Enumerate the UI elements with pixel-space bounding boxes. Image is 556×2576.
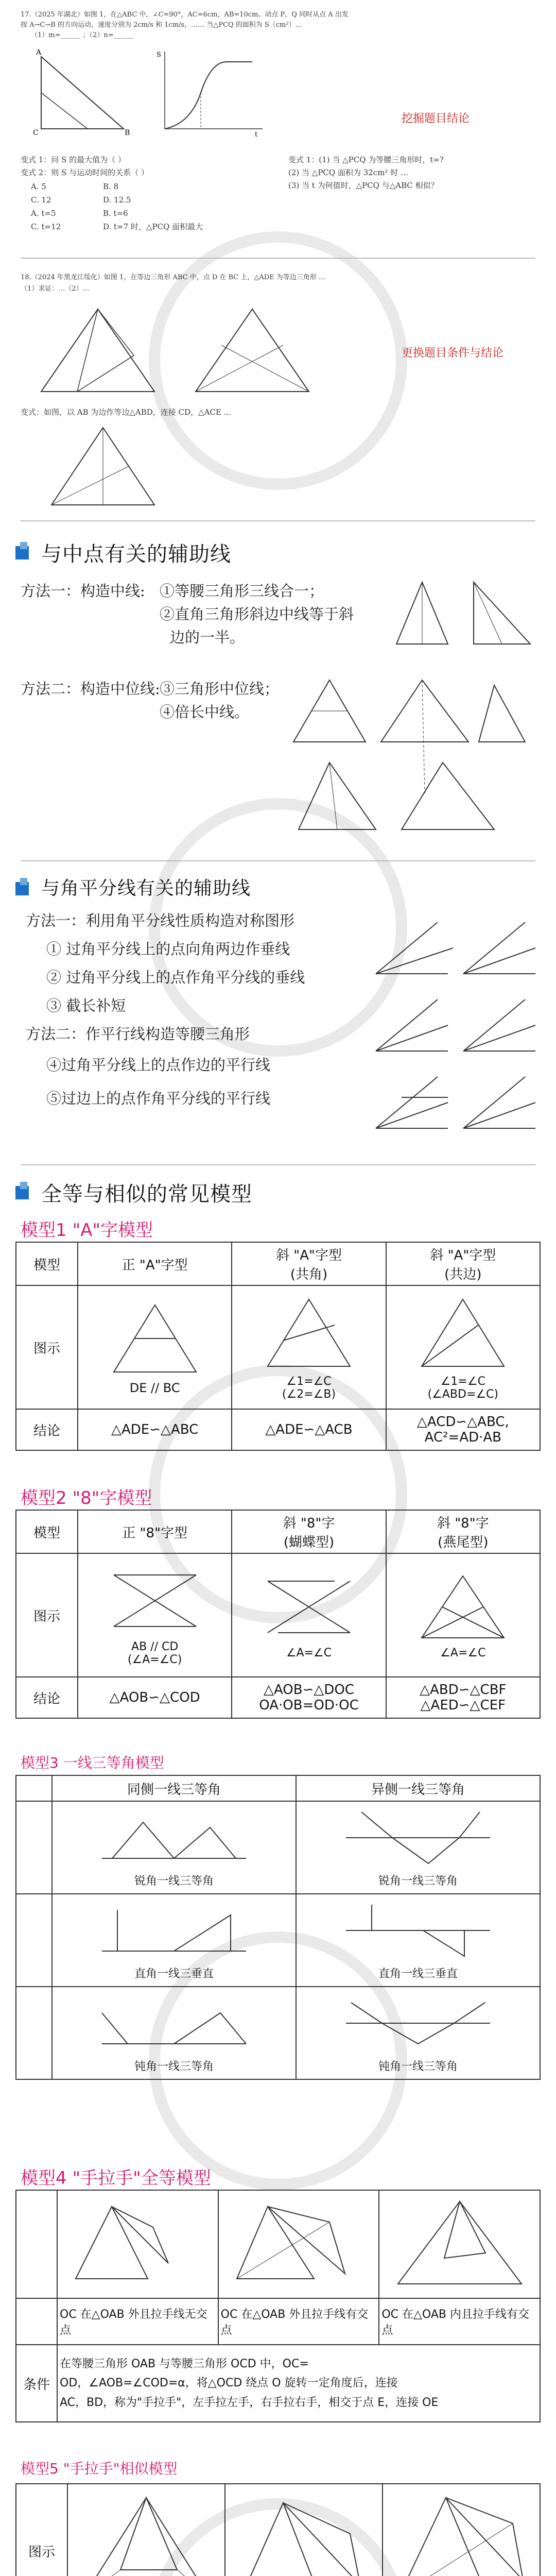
m5-row-figure-label: 图示 bbox=[16, 2484, 67, 2576]
m3-obtuse-diff-figure bbox=[341, 1992, 495, 2054]
m1-header-a: 正 "A"字型 bbox=[78, 1242, 232, 1285]
model-2-table bbox=[15, 1510, 541, 1719]
svg-text:t: t bbox=[255, 131, 258, 139]
m2-header-a: 正 "8"字型 bbox=[78, 1510, 232, 1553]
m2-cond-c: ∠A=∠C bbox=[440, 1647, 486, 1659]
m4-cond-line-2: OD，∠AOB=∠COD=α，将△OCD 绕点 O 旋转一定角度后，连接 bbox=[60, 2377, 398, 2390]
m1-res-c: △ACD∽△ABC, AC²=AD·AB bbox=[386, 1409, 540, 1450]
m1-res-a: △ADE∽△ABC bbox=[78, 1409, 232, 1450]
divider-3 bbox=[21, 860, 535, 861]
m3-acute-diff-figure bbox=[341, 1807, 495, 1869]
answer-a: A. 5 bbox=[31, 182, 46, 191]
m1-header-b: 斜 "A"字型 (共角) bbox=[232, 1242, 386, 1285]
svg-text:A: A bbox=[36, 48, 42, 57]
model-1-title: 模型1 "A"字模型 bbox=[21, 1220, 153, 1241]
midpoint-m2-item-1: ③三角形中位线； bbox=[160, 680, 280, 698]
midpoint-m2-item-2: ④倍长中线。 bbox=[160, 703, 250, 721]
m5-fig-1 bbox=[74, 2493, 218, 2576]
midpoint-method-1: 方法一：构造中线: bbox=[21, 582, 145, 600]
equilateral-figure-2 bbox=[185, 304, 319, 397]
slanted-a-figure bbox=[257, 1294, 360, 1371]
divider-2 bbox=[21, 520, 535, 521]
m3-obtuse-same-figure bbox=[97, 1992, 251, 2054]
model-4-title: 模型4 "手拉手"全等模型 bbox=[21, 2168, 211, 2189]
svg-text:S: S bbox=[157, 51, 161, 59]
bisector-line-5: 方法二：作平行线构造等腰三角形 bbox=[26, 1025, 250, 1043]
m3-row-label-1a: 锐角一线三等角 bbox=[134, 1875, 214, 1888]
problem-17-line-1: 17.（2025 年湖北）如图 1，在△ABC 中，∠C=90°，AC=6cm，AB=10cm。动点 P，Q 同时从点 A 出发 bbox=[21, 11, 349, 19]
problem-18-section bbox=[0, 268, 556, 515]
m4-caption-2: OC 在△OAB 外且拉手线有交点 bbox=[218, 2298, 379, 2345]
midpoint-figures-2 bbox=[288, 675, 535, 840]
bisector-figures bbox=[371, 912, 541, 1149]
m2-fig-a bbox=[78, 1553, 232, 1677]
m1-cond-c: ∠1=∠C (∠ABD=∠C) bbox=[427, 1375, 499, 1401]
m3-right-same-figure bbox=[97, 1900, 251, 1961]
m2-cond-b: ∠A=∠C bbox=[286, 1647, 332, 1659]
m4-fig-1 bbox=[65, 2196, 210, 2289]
m1-fig-b bbox=[232, 1285, 386, 1409]
side-note-2: (2) 当 △PCQ 面积为 32cm² 时 … bbox=[288, 168, 408, 177]
m2-fig-c bbox=[386, 1553, 540, 1677]
m1-fig-a bbox=[78, 1285, 232, 1409]
m4-cond-label: 条件 bbox=[16, 2345, 57, 2422]
m1-cond-b: ∠1=∠C (∠2=∠B) bbox=[282, 1375, 336, 1401]
m1-header-model: 模型 bbox=[16, 1242, 78, 1285]
m4-fig-3 bbox=[388, 2196, 532, 2289]
problem-17-line-3: （1）m=______ ；（2）n=______ bbox=[31, 31, 134, 39]
m2-res-a: △AOB∽△COD bbox=[78, 1677, 232, 1718]
model-2-title: 模型2 "8"字模型 bbox=[21, 1488, 152, 1509]
m3-header-same: 同侧一线三等角 bbox=[52, 1775, 296, 1801]
answer-c: C. 12 bbox=[31, 195, 51, 205]
models-heading: 全等与相似的常见模型 bbox=[41, 1182, 252, 1206]
bisector-line-3: ② 过角平分线上的点作角平分线的垂线 bbox=[46, 969, 305, 986]
swallowtail-figure bbox=[411, 1571, 514, 1643]
model-3-title: 模型3 一线三等角模型 bbox=[21, 1754, 164, 1771]
midpoint-method-2: 方法二：构造中位线: bbox=[21, 680, 160, 698]
m5-fig-2 bbox=[232, 2493, 376, 2576]
section-bullet-icon bbox=[15, 546, 29, 560]
m3-row-label-3b: 钝角一线三等角 bbox=[378, 2060, 458, 2073]
m4-cond-line-3: AC，BD，称为"手拉手"，左手拉左手，右手拉右手，相交于点 E，连接 OE bbox=[60, 2396, 439, 2409]
m2-row-figure-label: 图示 bbox=[16, 1553, 78, 1677]
m4-caption-1: OC 在△OAB 外且拉手线无交点 bbox=[57, 2298, 218, 2345]
m4-fig-2 bbox=[227, 2196, 371, 2289]
m2-row-result-label: 结论 bbox=[16, 1677, 78, 1718]
svg-text:C: C bbox=[33, 129, 39, 137]
side-note-3: (3) 当 t 为何值时，△PCQ 与△ABC 相似？ bbox=[288, 181, 439, 190]
models-section bbox=[0, 1175, 556, 2576]
midpoint-m1-item-1: ①等腰三角形三线合一； bbox=[160, 582, 324, 600]
m3-row-label-2a: 直角一线三垂直 bbox=[134, 1968, 214, 1980]
variant-1-label: 变式 1：问 S 的最大值为（ ） bbox=[21, 155, 126, 164]
divider-4 bbox=[21, 1164, 535, 1165]
answer-d: D. 12.5 bbox=[103, 195, 131, 205]
divider-1 bbox=[21, 258, 535, 259]
m4-caption-3: OC 在△OAB 内且拉手线有交点 bbox=[379, 2298, 540, 2345]
bisector-line-1: 方法一：利用角平分线性质构造对称图形 bbox=[26, 912, 295, 929]
midpoint-figures-1 bbox=[391, 577, 535, 649]
m2-header-b: 斜 "8"字 (蝴蝶型) bbox=[232, 1510, 386, 1553]
answer2-a: A. t=5 bbox=[31, 209, 56, 218]
variant-figure bbox=[41, 422, 165, 510]
m3-right-diff-figure bbox=[341, 1900, 495, 1961]
m1-header-c: 斜 "A"字型 (共边) bbox=[386, 1242, 540, 1285]
problem-17-section bbox=[0, 0, 556, 242]
m3-header-diff: 异侧一线三等角 bbox=[296, 1775, 540, 1801]
m3-acute-same-figure bbox=[97, 1807, 251, 1869]
svg-text:B: B bbox=[125, 129, 130, 137]
m1-res-b: △ADE∽△ACB bbox=[232, 1409, 386, 1450]
answer-b: B. 8 bbox=[103, 182, 119, 191]
answer3-d: D. t=7 时，△PCQ 面积最大 bbox=[103, 222, 203, 231]
answer2-b: B. t=6 bbox=[103, 209, 128, 218]
bisector-line-2: ① 过角平分线上的点向角两边作垂线 bbox=[46, 940, 290, 958]
answer2-c: C. t=12 bbox=[31, 222, 61, 231]
m2-res-b: △AOB∽△DOC OA·OB=OD·OC bbox=[232, 1677, 386, 1718]
midpoint-m1-item-2: ②直角三角形斜边中线等于斜 bbox=[160, 605, 354, 623]
eight-model-figure bbox=[103, 1565, 206, 1637]
problem-18-line-2: （1）求证：…（2）… bbox=[21, 285, 90, 293]
graph-figure-2 bbox=[154, 46, 268, 139]
model-5-table bbox=[15, 2483, 541, 2576]
m2-cond-a: AB // CD (∠A=∠C) bbox=[127, 1640, 182, 1666]
m2-header-c: 斜 "8"字 (燕尾型) bbox=[386, 1510, 540, 1553]
problem-17-line-2: 按 A→C→B 的方向运动，速度分别为 2cm/s 和 1cm/s，…… 当△PCQ 的面积为 S（cm²）… bbox=[21, 21, 302, 29]
bisector-line-4: ③ 截长补短 bbox=[46, 997, 126, 1014]
butterfly-figure bbox=[257, 1571, 360, 1643]
m3-row-label-1b: 锐角一线三等角 bbox=[378, 1875, 458, 1888]
m1-fig-c bbox=[386, 1285, 540, 1409]
m3-row-label-3a: 钝角一线三等角 bbox=[134, 2060, 214, 2073]
side-note-1: 变式 1：(1) 当 △PCQ 为等腰三角形时，t=? bbox=[288, 155, 444, 164]
m2-res-c: △ABD∽△CBF △AED∽△CEF bbox=[386, 1677, 540, 1718]
bisector-line-6: ④过角平分线上的点作边的平行线 bbox=[46, 1056, 271, 1074]
midpoint-heading: 与中点有关的辅助线 bbox=[41, 543, 231, 566]
model-1-table bbox=[15, 1242, 541, 1451]
variant-2-label: 变式 2：则 S 与运动时间的关系（ ） bbox=[21, 168, 149, 177]
m2-header-model: 模型 bbox=[16, 1510, 78, 1553]
m2-fig-b bbox=[232, 1553, 386, 1677]
bisector-heading: 与角平分线有关的辅助线 bbox=[41, 878, 251, 899]
bisector-line-7: ⑤过边上的点作角平分线的平行线 bbox=[46, 1090, 271, 1107]
m3-header-blank bbox=[16, 1775, 52, 1801]
m3-row-label-2b: 直角一线三垂直 bbox=[378, 1968, 458, 1980]
m4-cond-line-1: 在等腰三角形 OAB 与等腰三角形 OCD 中，OC= bbox=[60, 2357, 309, 2370]
note-dig-conclusion: 挖掘题目结论 bbox=[402, 112, 470, 125]
model-5-title: 模型5 "手拉手"相似模型 bbox=[21, 2460, 178, 2477]
m1-row-result-label: 结论 bbox=[16, 1409, 78, 1450]
model-3-table bbox=[15, 1775, 541, 2080]
a-model-figure bbox=[103, 1300, 206, 1377]
equilateral-figure bbox=[31, 304, 165, 397]
m5-fig-3 bbox=[389, 2493, 533, 2576]
midpoint-m1-item-3: 边的一半。 bbox=[170, 629, 245, 646]
m1-cond-a: DE // BC bbox=[129, 1380, 180, 1395]
model-4-table bbox=[15, 2190, 541, 2422]
problem-18-line-1: 18.（2024 年黑龙江绥化）如图 1，在等边三角形 ABC 中，点 D 在 BC 上，△ADE 为等边三角形 … bbox=[21, 274, 325, 281]
note-change-conditions: 更换题目条件与结论 bbox=[402, 347, 504, 360]
midpoint-section bbox=[0, 531, 556, 850]
shared-side-figure bbox=[411, 1294, 514, 1371]
section-bullet-icon bbox=[15, 1186, 29, 1199]
problem-18-variant: 变式：如图，以 AB 为边作等边△ABD，连接 CD，△ACE … bbox=[21, 408, 232, 417]
triangle-figure-1 bbox=[31, 46, 134, 139]
m1-row-figure-label: 图示 bbox=[16, 1285, 78, 1409]
section-bullet-icon bbox=[15, 882, 29, 895]
bisector-section bbox=[0, 871, 556, 1159]
